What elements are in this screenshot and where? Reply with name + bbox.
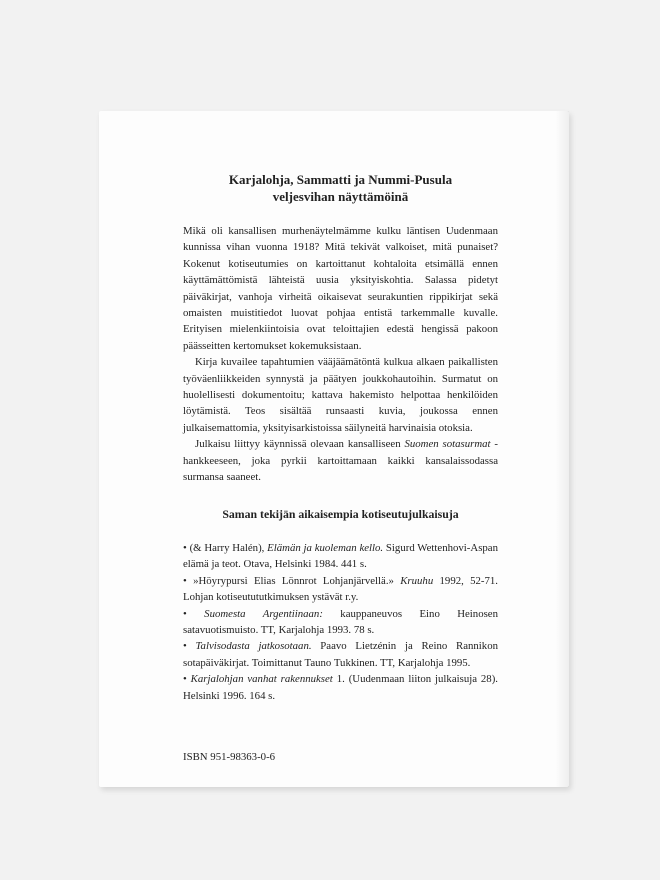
description-paragraph: Mikä oli kansallisen murhenäytelmämme kulku läntisen Uudenmaan kunnissa vihan vuonna 1918? Mitä tekivät valkoiset, mitä punaiset? Kokenut kotiseutumies on kartoittanut kohtaloita etsimällä ennen käyttämättömistä lähteistä uusia yksityiskohtia. Salassa pidetyt päiväkirjat, vanhoja virheitä oikaisevat seurakuntien rippikirjat sekä omaisten muistitiedot luovat pohjaa entistä tarkemmalle kuvalle. Erityisen mielenkiintoisia ovat teloittajien edestä hengissä pakoon päässeitten kertomukset kokemuksistaan. (183, 225, 498, 352)
description-paragraph: Kirja kuvailee tapahtumien vääjäämätöntä kulkua alkaen paikallisten työväenliikkeiden synnystä ja päätyen joukkohautoihin. Surmatut on huolellisesti dokumentoitu; kattava hakemisto helpottaa henkilöiden löytämistä. Teos sisältää runsaasti kuvia, joukossa ennen julkaisemattomia, yksityisarkistoissa säilyneitä harvinaisia otoksia. (183, 356, 498, 434)
description-paragraph (183, 436, 498, 485)
bullet: • (183, 607, 187, 620)
publication-title: Karjalohjan vanhat rakennukset (190, 673, 333, 686)
cover-title (183, 171, 498, 205)
isbn: ISBN 951-98363-0-6 (183, 751, 276, 763)
publication-text: 1992, 52-71. Lohjan kotiseutututkimuksen ystävät r.y. (183, 574, 498, 604)
section-heading: Saman tekijän aikaisempia kotiseutujulkaisuja (222, 506, 459, 521)
cover-title-line: veljesvihan näyttämöinä (272, 189, 409, 204)
publication-item (183, 540, 498, 573)
publication-item (183, 573, 498, 606)
bullet: • (183, 574, 187, 587)
publication-title: Talvisodasta jatkosotaan. (195, 640, 312, 653)
publication-item (183, 671, 498, 704)
bullet: • (183, 541, 187, 554)
publication-item (183, 606, 498, 639)
publication-list (183, 540, 498, 704)
cover-edge-shadow (555, 111, 569, 787)
publication-text: Paavo Lietzénin ja Reino Rannikon sotapäiväkirjat. Toimittanut Tauno Tukkinen. TT, Karjalohja 1995. (183, 640, 499, 669)
bullet: • (183, 640, 187, 653)
publication-title: Suomesta Argentiinaan: (204, 607, 323, 620)
project-name: Suomen sotasurmat (404, 438, 491, 451)
paragraph-text: -hankkeeseen, joka pyrkii kartoittamaan kaikki kansalaissodassa surmansa saaneet. (183, 438, 498, 484)
publication-text: kauppaneuvos Eino Heinosen satavuotismuisto. TT, Karjalohja 1993. 78 s. (183, 607, 498, 636)
publication-text: »Höyrypursi Elias Lönnrot Lohjanjärvellä.» (193, 574, 401, 587)
cover-title-line: Karjalohja, Sammatti ja Nummi-Pusula (228, 172, 453, 187)
paragraph-text: Julkaisu liittyy käynnissä olevaan kansalliseen (195, 438, 405, 451)
book-back-cover (99, 111, 569, 787)
publication-text: 1. (Uudenmaan liiton julkaisuja 28). Helsinki 1996. 164 s. (183, 673, 498, 702)
publication-text: Sigurd Wettenhovi-Aspan elämä ja teot. Otava, Helsinki 1984. 441 s. (183, 541, 498, 571)
publication-item (183, 638, 498, 671)
bullet: • (183, 673, 187, 686)
publication-title: Elämän ja kuoleman kello. (267, 541, 384, 554)
cover-text (183, 171, 498, 704)
publication-text: (& Harry Halén), (189, 541, 268, 554)
publication-title: Kruuhu (400, 574, 434, 587)
